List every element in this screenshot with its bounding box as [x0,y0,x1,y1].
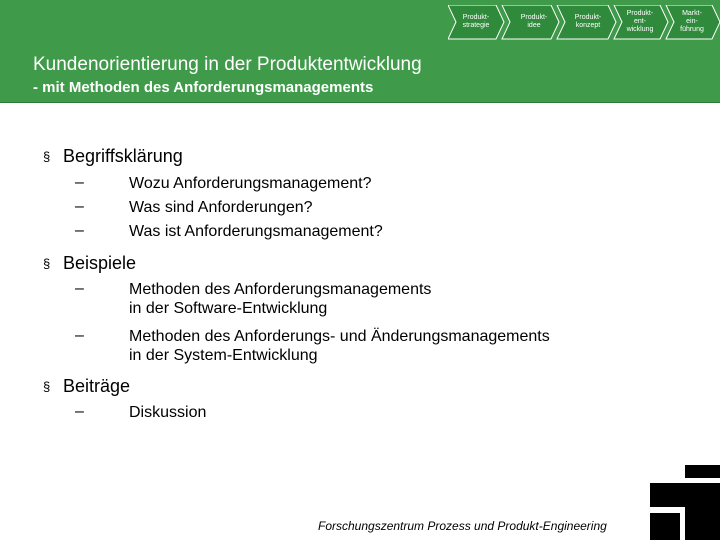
dash-icon: – [75,198,84,215]
process-step-label: Markt- ein- führung [680,10,704,33]
process-step-label: Produkt- ent- wicklung [626,10,654,33]
list-item [75,403,206,422]
footer-organization: Forschungszentrum Prozess und Produkt-Engineering [318,519,607,533]
list-item [75,174,372,193]
section-heading [43,146,183,167]
process-step-label: Produkt- strategie [462,14,490,29]
section-bullet-icon: § [43,256,51,271]
section-heading [43,376,130,397]
section-heading-text: Beispiele [63,253,137,273]
dash-icon: – [75,327,84,344]
institute-logo [650,465,720,540]
dash-icon: – [75,280,84,297]
section-bullet-icon: § [43,149,51,164]
list-item-text: Methoden des Anforderungs- und Änderungsmanagements in der System-Entwicklung [129,328,550,364]
dash-icon: – [75,403,84,420]
dash-icon: – [75,222,84,239]
dash-icon: – [75,174,84,191]
list-item-text: Was sind Anforderungen? [129,199,313,216]
process-step-label: Produkt- idee [520,14,548,29]
list-item-text: Methoden des Anforderungsmanagements in der Software-Entwicklung [129,281,432,317]
header-banner [0,0,720,103]
process-step-label: Produkt- konzept [574,14,602,29]
list-item [75,198,313,217]
list-item-text: Was ist Anforderungsmanagement? [129,223,383,240]
section-heading-text: Begriffsklärung [63,146,183,166]
list-item [75,222,383,241]
list-item [75,280,431,318]
page-title: Kundenorientierung in der Produktentwicklung [33,54,422,75]
list-item-text: Wozu Anforderungsmanagement? [129,175,372,192]
list-item-text: Diskussion [129,404,207,421]
page-subtitle: - mit Methoden des Anforderungsmanagements [33,79,374,96]
section-heading [43,253,136,274]
section-bullet-icon: § [43,379,51,394]
section-heading-text: Beiträge [63,376,131,396]
list-item [75,327,550,365]
